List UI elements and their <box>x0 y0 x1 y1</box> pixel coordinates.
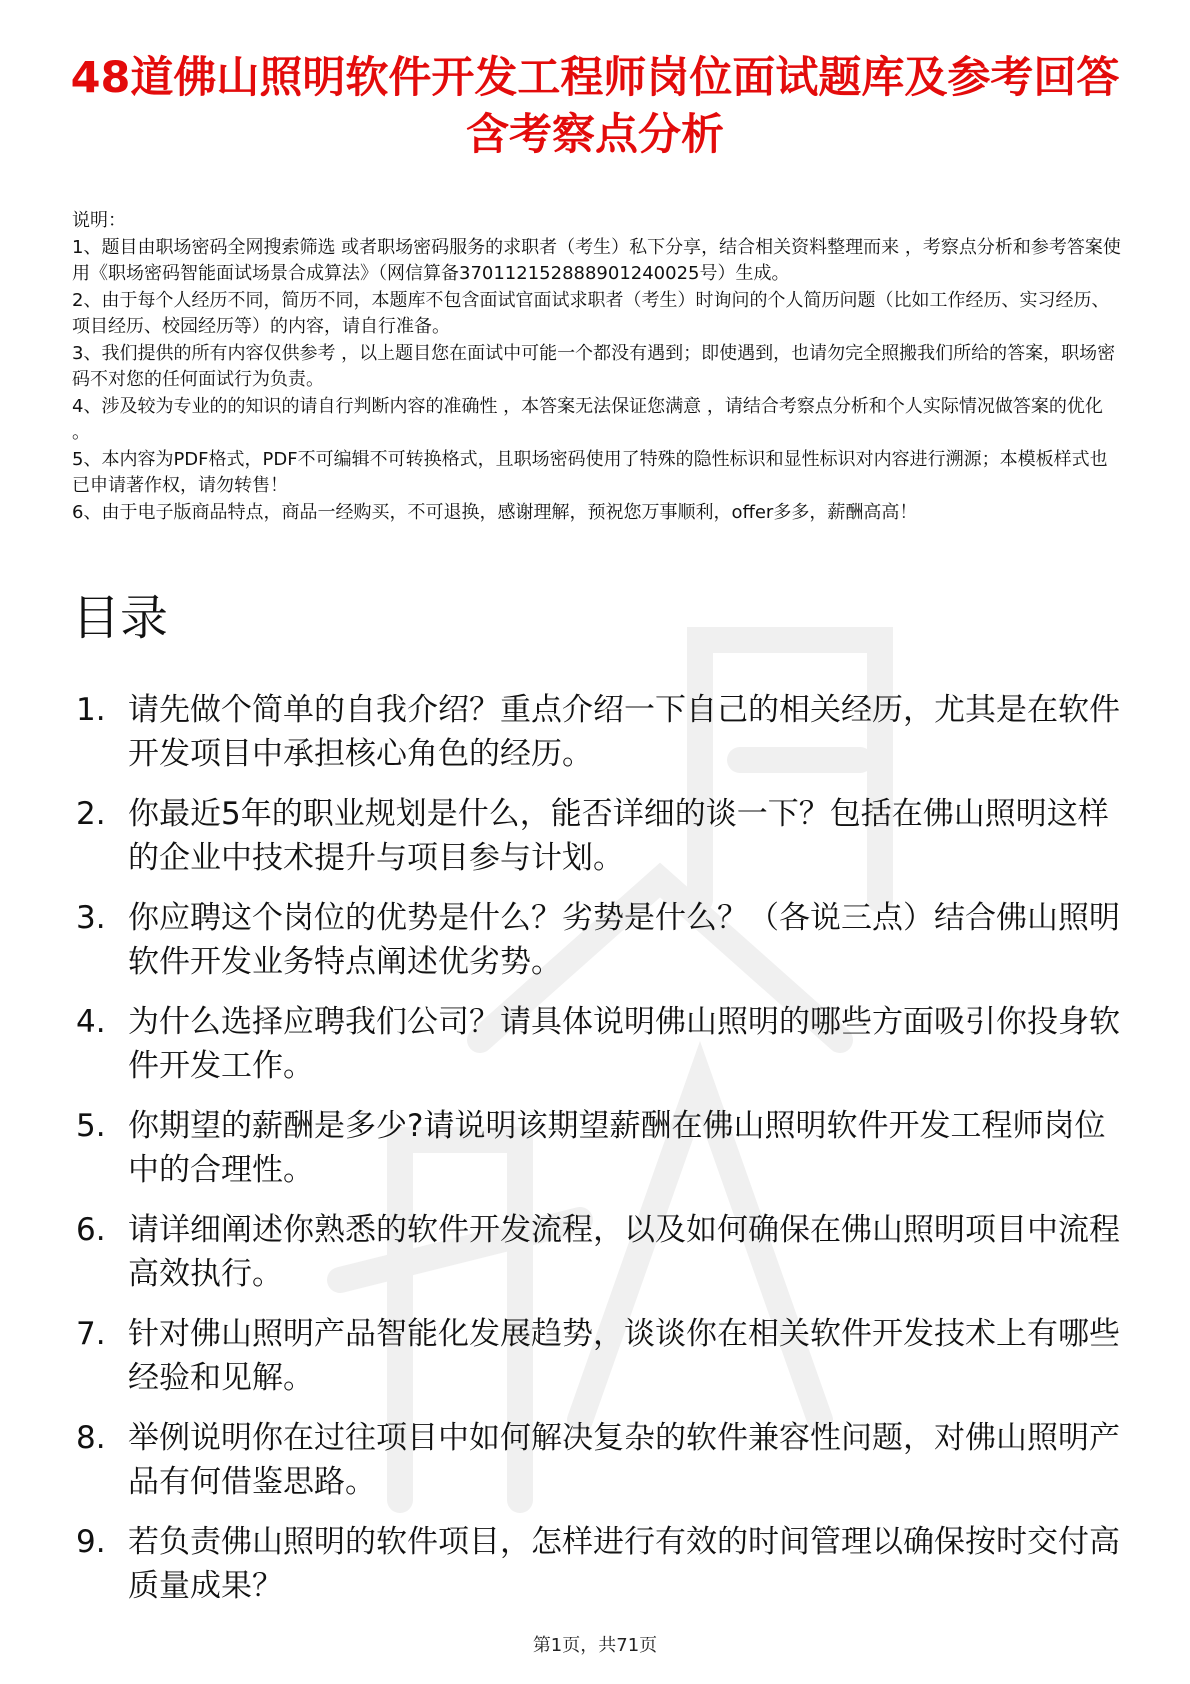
question-item <box>72 1000 1132 1088</box>
note-item: 6、由于电子版商品特点，商品一经购买，不可退换，感谢理解，预祝您万事顺利，offer多多，薪酬高高！ <box>72 501 918 523</box>
question-number: 9. <box>76 1524 106 1560</box>
note-item: 4、涉及较为专业的的知识的请自行判断内容的准确性 ，本答案无法保证您满意 ，请结合考察点分析和个人实际情况做答案的优化 。 <box>72 395 1103 443</box>
toc-heading: 目录 <box>72 590 169 646</box>
question-text: 为什么选择应聘我们公司？请具体说明佛山照明的哪些方面吸引你投身软件开发工作。 <box>128 1004 1120 1084</box>
question-text: 若负责佛山照明的软件项目，怎样进行有效的时间管理以确保按时交付高质量成果？ <box>128 1524 1120 1604</box>
page-footer: 第1页，共71页 <box>532 1635 658 1656</box>
question-number: 1. <box>76 692 106 728</box>
question-number: 4. <box>76 1004 106 1040</box>
question-list <box>72 688 1132 1624</box>
question-text: 你最近5年的职业规划是什么，能否详细的谈一下？包括在佛山照明这样的企业中技术提升与项目参与计划。 <box>128 796 1109 876</box>
question-number: 8. <box>76 1420 106 1456</box>
question-number: 5. <box>76 1108 106 1144</box>
question-number: 6. <box>76 1212 106 1248</box>
note-item: 5、本内容为PDF格式，PDF不可编辑不可转换格式，且职场密码使用了特殊的隐性标识和显性标识对内容进行溯源；本模板样式也已申请著作权，请勿转售！ <box>72 448 1108 496</box>
question-item <box>72 1208 1132 1296</box>
question-item <box>72 1312 1132 1400</box>
question-item <box>72 1416 1132 1504</box>
question-text: 请详细阐述你熟悉的软件开发流程，以及如何确保在佛山照明项目中流程高效执行。 <box>128 1212 1120 1292</box>
question-item <box>72 792 1132 880</box>
question-item <box>72 1104 1132 1192</box>
notes-section <box>72 208 1122 526</box>
question-number: 2. <box>76 796 106 832</box>
question-item <box>72 1520 1132 1608</box>
document-title: 48道佛山照明软件开发工程师岗位面试题库及参考回答含考察点分析 <box>70 53 1120 160</box>
question-text: 针对佛山照明产品智能化发展趋势，谈谈你在相关软件开发技术上有哪些经验和见解。 <box>128 1316 1120 1396</box>
question-text: 请先做个简单的自我介绍？重点介绍一下自己的相关经历，尤其是在软件开发项目中承担核心角色的经历。 <box>128 692 1120 772</box>
note-item: 1、题目由职场密码全网搜索筛选 或者职场密码服务的求职者（考生）私下分享，结合相关资料整理而来 ，考察点分析和参考答案使用《职场密码智能面试场景合成算法》（网信算备370112152888901240025号）生成。 <box>72 236 1121 284</box>
question-text: 你期望的薪酬是多少?请说明该期望薪酬在佛山照明软件开发工程师岗位中的合理性。 <box>128 1108 1106 1188</box>
question-text: 你应聘这个岗位的优势是什么？劣势是什么？（各说三点）结合佛山照明软件开发业务特点阐述优劣势。 <box>128 900 1120 980</box>
question-number: 3. <box>76 900 106 936</box>
question-text: 举例说明你在过往项目中如何解决复杂的软件兼容性问题，对佛山照明产品有何借鉴思路。 <box>128 1420 1120 1500</box>
question-number: 7. <box>76 1316 106 1352</box>
notes-heading: 说明： <box>72 210 126 231</box>
note-item: 2、由于每个人经历不同，简历不同，本题库不包含面试官面试求职者（考生）时询问的个人简历问题（比如工作经历、实习经历、项目经历、校园经历等）的内容，请自行准备。 <box>72 289 1110 337</box>
note-item: 3、我们提供的所有内容仅供参考 ，以上题目您在面试中可能一个都没有遇到；即使遇到，也请勿完全照搬我们所给的答案，职场密码不对您的任何面试行为负责。 <box>72 342 1116 390</box>
question-item <box>72 688 1132 776</box>
question-item <box>72 896 1132 984</box>
